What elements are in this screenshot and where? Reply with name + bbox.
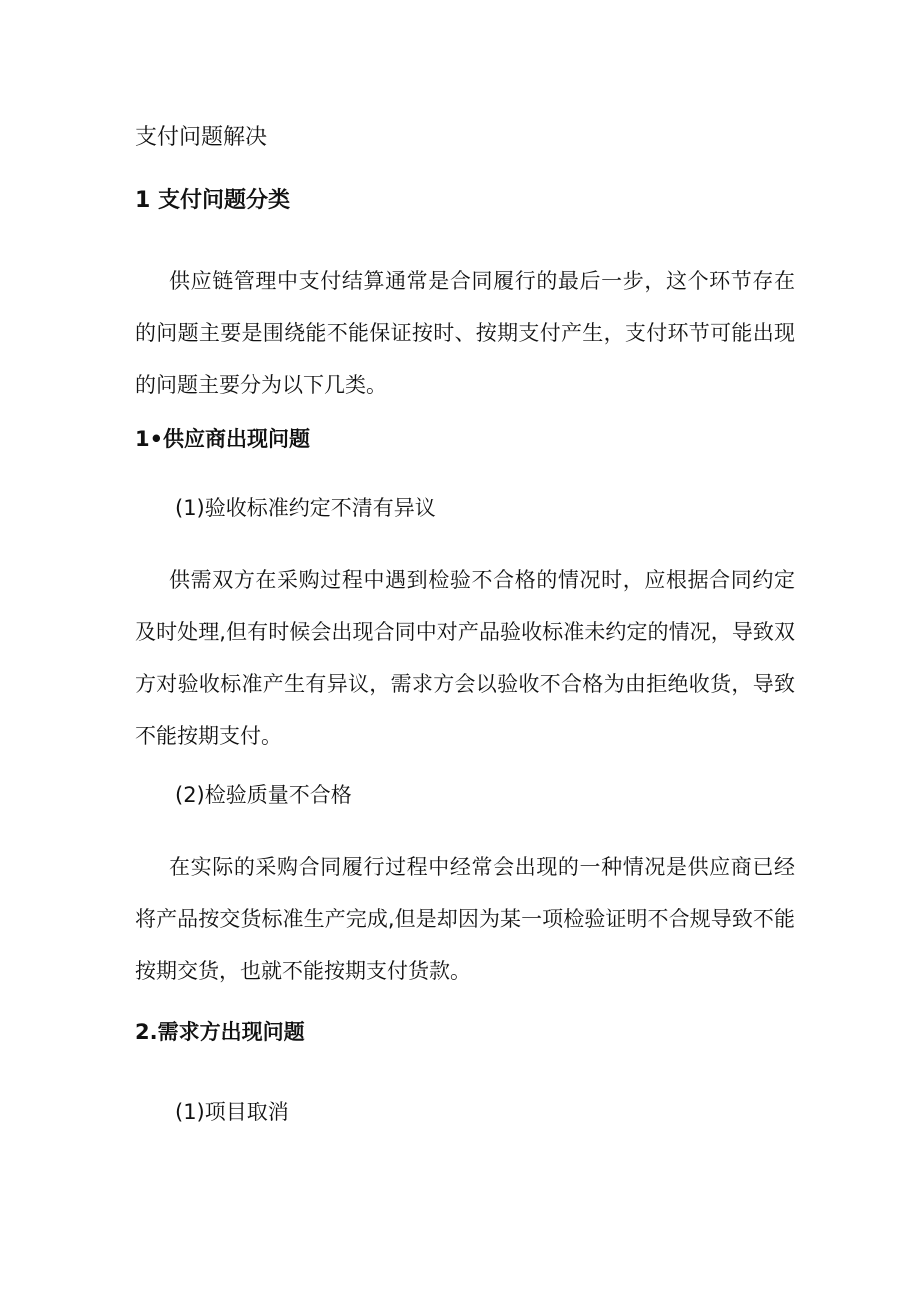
subsection-heading-supplier: 1•供应商出现问题 — [135, 427, 311, 451]
item-label-inspection-quality: (2)检验质量不合格 — [175, 783, 352, 807]
section-heading: 1 支付问题分类 — [135, 188, 290, 213]
paragraph-acceptance-standard: 供需双方在采购过程中遇到检验不合格的情况时，应根据合同约定及时处理,但有时候会出现合同中对产品验收标准未约定的情况，导致双方对验收标准产生有异议，需求方会以验收不合格为由拒绝收货，导致不能按期支付。 — [135, 568, 795, 748]
item-label-acceptance-standard: (1)验收标准约定不清有异议 — [175, 496, 436, 520]
subsection-heading-demand-side: 2.需求方出现问题 — [135, 1020, 305, 1044]
intro-paragraph: 供应链管理中支付结算通常是合同履行的最后一步，这个环节存在的问题主要是围绕能不能保证按时、按期支付产生，支付环节可能出现的问题主要分为以下几类。 — [135, 269, 795, 397]
paragraph-inspection-quality: 在实际的采购合同履行过程中经常会出现的一种情况是供应商已经将产品按交货标准生产完成,但是却因为某一项检验证明不合规导致不能按期交货，也就不能按期支付货款。 — [135, 855, 795, 983]
document-title: 支付问题解决 — [135, 125, 268, 150]
item-label-project-cancelled: (1)项目取消 — [175, 1100, 289, 1124]
